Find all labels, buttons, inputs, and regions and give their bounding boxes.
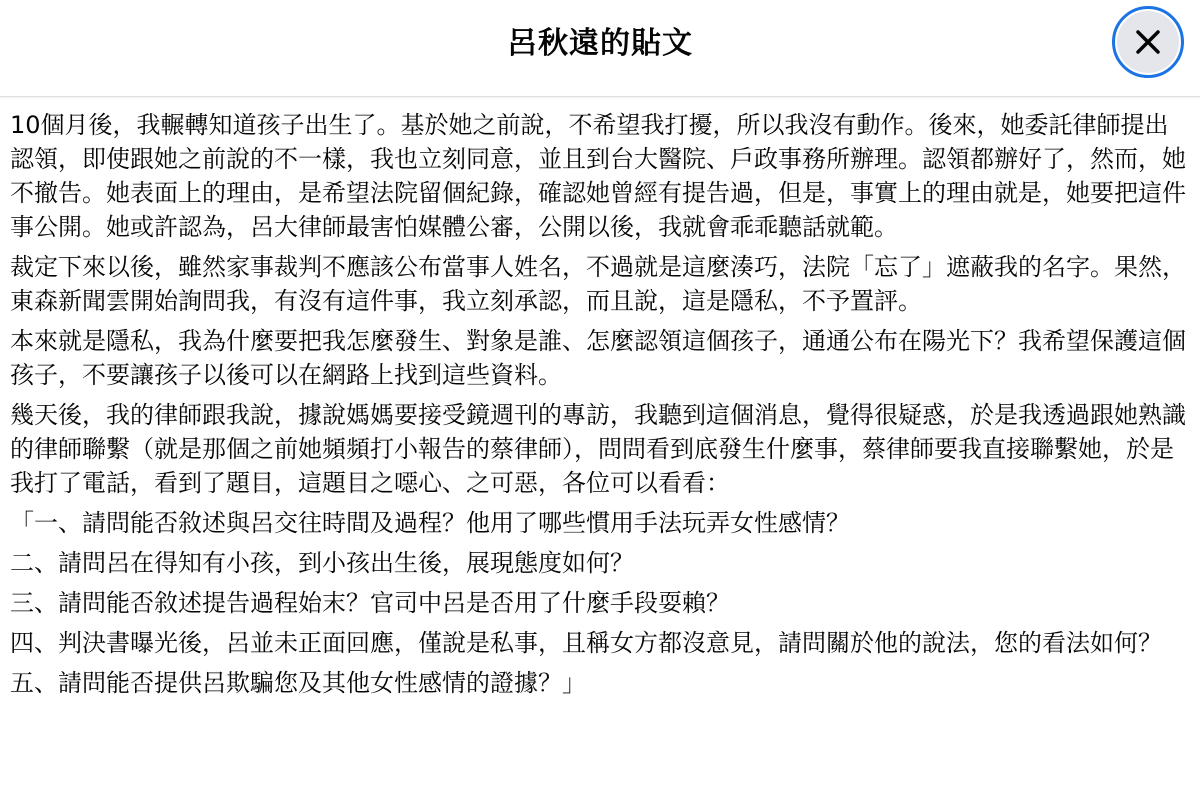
- close-button[interactable]: [1112, 6, 1184, 78]
- post-paragraph: 本來就是隱私，我為什麼要把我怎麼發生、對象是誰、怎麼認領這個孩子，通通公布在陽光下？我希望保護這個孩子，不要讓孩子以後可以在網路上找到這些資料。: [10, 327, 1186, 389]
- post-paragraph: 二、請問呂在得知有小孩，到小孩出生後，展現態度如何？: [10, 549, 634, 577]
- dialog-header: [0, 0, 1200, 97]
- post-paragraph: 10個月後，我輾轉知道孩子出生了。基於她之前說，不希望我打擾，所以我沒有動作。後來，她委託律師提出認領，即使跟她之前說的不一樣，我也立刻同意，並且到台大醫院、戶政事務所辦理。認領都辦好了，然而，她不撤告。她表面上的理由，是希望法院留個紀錄，確認她曾經有提告過，但是，事實上的理由就是，她要把這件事公開。她或許認為，呂大律師最害怕媒體公審，公開以後，我就會乖乖聽話就範。: [10, 111, 1186, 241]
- post-paragraph: 四、判決書曝光後，呂並未正面回應，僅說是私事，且稱女方都沒意見，請問關於他的說法，您的看法如何？: [10, 629, 1162, 657]
- close-icon: [1133, 27, 1163, 57]
- post-paragraph: 五、請問能否提供呂欺騙您及其他女性感情的證據？」: [10, 669, 586, 697]
- post-paragraph: 裁定下來以後，雖然家事裁判不應該公布當事人姓名，不過就是這麼湊巧，法院「忘了」遮蔽我的名字。果然，東森新聞雲開始詢問我，有沒有這件事，我立刻承認，而且說，這是隱私，不予置評。: [10, 253, 1186, 315]
- post-body: [10, 108, 1192, 706]
- post-paragraph: 三、請問能否敘述提告過程始末？官司中呂是否用了什麼手段耍賴？: [10, 589, 730, 617]
- dialog-title: 呂秋遠的貼文: [507, 26, 693, 61]
- post-paragraph: 幾天後，我的律師跟我說，據說媽媽要接受鏡週刊的專訪，我聽到這個消息，覺得很疑惑，於是我透過跟她熟識的律師聯繫（就是那個之前她頻頻打小報告的蔡律師），問問看到底發生什麼事，蔡律師要我直接聯繫她，於是我打了電話，看到了題目，這題目之噁心、之可惡，各位可以看看：: [10, 401, 1186, 497]
- post-paragraph: 「一、請問能否敘述與呂交往時間及過程？他用了哪些慣用手法玩弄女性感情？: [10, 509, 850, 537]
